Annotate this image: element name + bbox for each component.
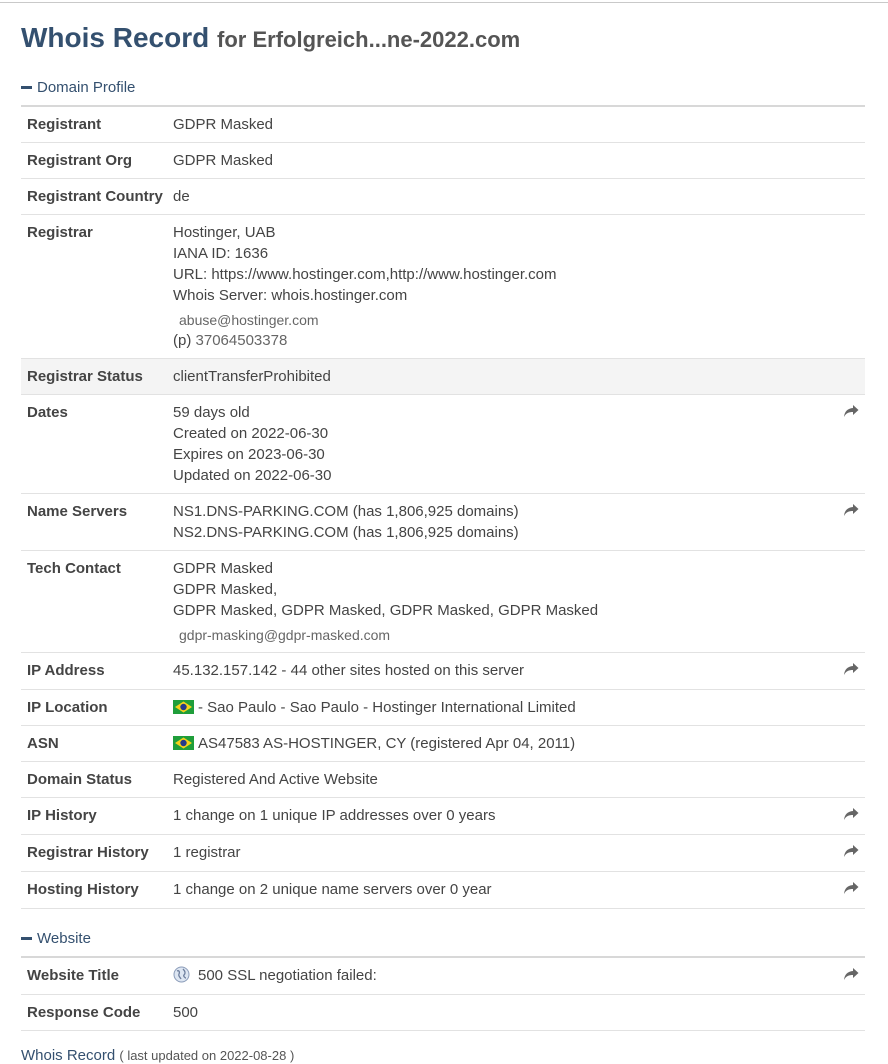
footer [21, 1047, 865, 1064]
row-label: Registrar History [21, 835, 173, 872]
row-label: Registrant Org [21, 143, 173, 179]
share-arrow-icon[interactable] [843, 967, 859, 981]
table-row-hosting-history [21, 872, 865, 909]
table-row-ip-address [21, 653, 865, 690]
row-label: IP Address [21, 653, 173, 690]
table-row-ip-history [21, 798, 865, 835]
brazil-flag-icon [173, 736, 194, 750]
row-label: IP History [21, 798, 173, 835]
share-arrow-icon[interactable] [843, 662, 859, 676]
share-arrow-icon[interactable] [843, 844, 859, 858]
row-label: Registrant Country [21, 179, 173, 215]
row-value: 1 registrar [173, 835, 835, 872]
row-label: Hosting History [21, 872, 173, 909]
table-row-registrar-status [21, 359, 865, 395]
domain-profile-toggle[interactable] [21, 76, 865, 98]
row-value: GDPR Masked [173, 143, 835, 179]
minus-icon [21, 86, 32, 89]
domain-profile-table [21, 107, 865, 909]
table-row-asn [21, 726, 865, 762]
row-label: Dates [21, 395, 173, 494]
globe-icon [173, 966, 190, 983]
row-value: 1 change on 1 unique IP addresses over 0 years [173, 798, 835, 835]
created-date: Created on 2022-06-30 [173, 425, 329, 442]
row-value: de [173, 179, 835, 215]
whois-page [21, 20, 865, 1064]
share-arrow-icon[interactable] [843, 404, 859, 418]
row-value: Registered And Active Website [173, 762, 835, 798]
name-server-1: NS1.DNS-PARKING.COM (has 1,806,925 domains) [173, 503, 519, 520]
share-arrow-icon[interactable] [843, 503, 859, 517]
row-label: Registrar [21, 215, 173, 359]
table-row-registrar [21, 215, 865, 359]
registrar-phone [173, 330, 829, 351]
row-value: AS47583 AS-HOSTINGER, CY (registered Apr 04, 2011) [198, 735, 576, 752]
row-label: Website Title [21, 958, 173, 995]
table-row-website-title [21, 958, 865, 995]
tech-contact-line-1: GDPR Masked [173, 560, 274, 577]
row-label: Response Code [21, 995, 173, 1031]
table-row-response-code [21, 995, 865, 1031]
table-row-registrar-history [21, 835, 865, 872]
domain-profile-heading: Domain Profile [37, 78, 136, 96]
tech-contact-email: gdpr-masking@gdpr-masked.com [179, 627, 391, 643]
brazil-flag-icon [173, 700, 194, 714]
table-row-tech-contact [21, 551, 865, 653]
row-value: 1 change on 2 unique name servers over 0 year [173, 872, 835, 909]
table-row-registrant-org [21, 143, 865, 179]
domain-age: 59 days old [173, 404, 250, 421]
page-title-domain: for Erfolgreich...ne-2022.com [217, 27, 521, 52]
row-label: Tech Contact [21, 551, 173, 653]
tech-contact-line-3: GDPR Masked, GDPR Masked, GDPR Masked, GDPR Masked [173, 602, 599, 619]
table-row-dates [21, 395, 865, 494]
row-value: - Sao Paulo - Sao Paulo - Hostinger International Limited [198, 699, 576, 716]
page-title-main: Whois Record [21, 22, 210, 53]
whois-record-link[interactable]: Whois Record [21, 1047, 116, 1064]
table-row-registrant [21, 107, 865, 143]
expires-date: Expires on 2023-06-30 [173, 446, 325, 463]
table-row-domain-status [21, 762, 865, 798]
row-label: IP Location [21, 690, 173, 726]
registrar-name: Hostinger, UAB [173, 224, 276, 241]
name-server-2: NS2.DNS-PARKING.COM (has 1,806,925 domains) [173, 524, 519, 541]
row-label: Name Servers [21, 494, 173, 551]
registrar-url: URL: https://www.hostinger.com,http://www.hostinger.com [173, 266, 557, 283]
phone-prefix: (p) [173, 332, 192, 349]
row-label: Registrant [21, 107, 173, 143]
tech-contact-line-2: GDPR Masked, [173, 581, 278, 598]
last-updated: ( last updated on 2022-08-28 ) [119, 1048, 295, 1063]
updated-date: Updated on 2022-06-30 [173, 467, 332, 484]
share-arrow-icon[interactable] [843, 807, 859, 821]
table-row-name-servers [21, 494, 865, 551]
row-label: ASN [21, 726, 173, 762]
page-title [21, 20, 865, 58]
website-toggle[interactable] [21, 927, 865, 949]
row-value: GDPR Masked [173, 107, 835, 143]
row-value: 500 SSL negotiation failed: [198, 967, 377, 984]
registrar-email: abuse@hostinger.com [179, 312, 319, 328]
minus-icon [21, 937, 32, 940]
phone-number: 37064503378 [195, 332, 288, 349]
row-value: 45.132.157.142 - 44 other sites hosted on this server [173, 653, 835, 690]
row-label: Registrar Status [21, 359, 173, 395]
row-value: clientTransferProhibited [173, 359, 835, 395]
website-heading: Website [37, 929, 91, 947]
top-border [0, 2, 888, 3]
share-arrow-icon[interactable] [843, 881, 859, 895]
table-row-registrant-country [21, 179, 865, 215]
table-row-ip-location [21, 690, 865, 726]
registrar-iana: IANA ID: 1636 [173, 245, 269, 262]
row-value: 500 [173, 995, 835, 1031]
registrar-whois-server: Whois Server: whois.hostinger.com [173, 287, 408, 304]
row-label: Domain Status [21, 762, 173, 798]
website-table [21, 958, 865, 1031]
